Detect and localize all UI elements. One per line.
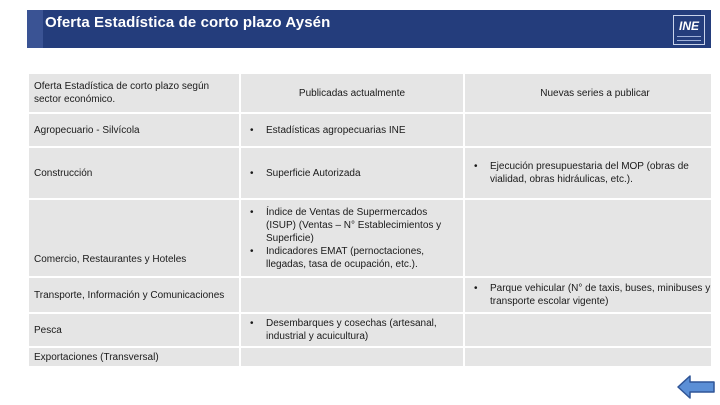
nuevas-cell [464,113,720,147]
header-cell-nuevas: Nuevas series a publicar [464,73,720,113]
header-accent [27,10,43,48]
table-row [28,147,720,199]
bullet-item: • Estadísticas agropecuarias INE [246,124,458,137]
table-row [28,277,720,313]
bullet-item: • Ejecución presupuestaria del MOP (obras de vialidad, obras hidráulicas, etc.). [470,160,720,186]
back-arrow-icon[interactable] [676,374,716,400]
offer-table-container [27,72,711,366]
table-row [28,347,720,367]
sector-cell: Pesca [28,313,240,347]
nuevas-cell [464,347,720,367]
publicadas-cell [240,313,464,347]
table-row [28,113,720,147]
sector-cell: Exportaciones (Transversal) [28,347,240,367]
nuevas-cell [464,277,720,313]
offer-table [27,72,720,368]
publicadas-cell [240,347,464,367]
publicadas-cell [240,113,464,147]
table-row [28,313,720,347]
sector-cell: Comercio, Restaurantes y Hoteles [28,199,240,277]
nuevas-cell [464,313,720,347]
publicadas-cell [240,199,464,277]
bullet-item: • Índice de Ventas de Supermercados (ISUP) (Ventas – N° Establecimientos y Superficie) [246,206,458,245]
table-row [28,199,720,277]
bullet-item: • Desembarques y cosechas (artesanal, industrial y acuicultura) [246,317,458,343]
logo-text: INE [678,19,699,33]
sector-cell: Agropecuario - Silvícola [28,113,240,147]
header-cell-sector: Oferta Estadística de corto plazo según sector económico. [28,73,240,113]
publicadas-cell [240,147,464,199]
bullet-item: • Parque vehicular (N° de taxis, buses, minibuses y transporte escolar vigente) [470,282,720,308]
nuevas-cell [464,147,720,199]
bullet-item: • Indicadores EMAT (pernoctaciones, llegadas, tasa de ocupación, etc.). [246,245,458,271]
sector-cell: Construcción [28,147,240,199]
page-title: Oferta Estadística de corto plazo Aysén [45,14,331,31]
nuevas-cell [464,199,720,277]
back-arrow-shape[interactable] [678,376,714,398]
header-bar [27,10,711,48]
logo-underline [677,36,701,41]
header-cell-publicadas: Publicadas actualmente [240,73,464,113]
bullet-item: • Superficie Autorizada [246,167,458,180]
table-header-row [28,73,720,113]
sector-cell: Transporte, Información y Comunicaciones [28,277,240,313]
publicadas-cell [240,277,464,313]
ine-logo [673,15,705,45]
